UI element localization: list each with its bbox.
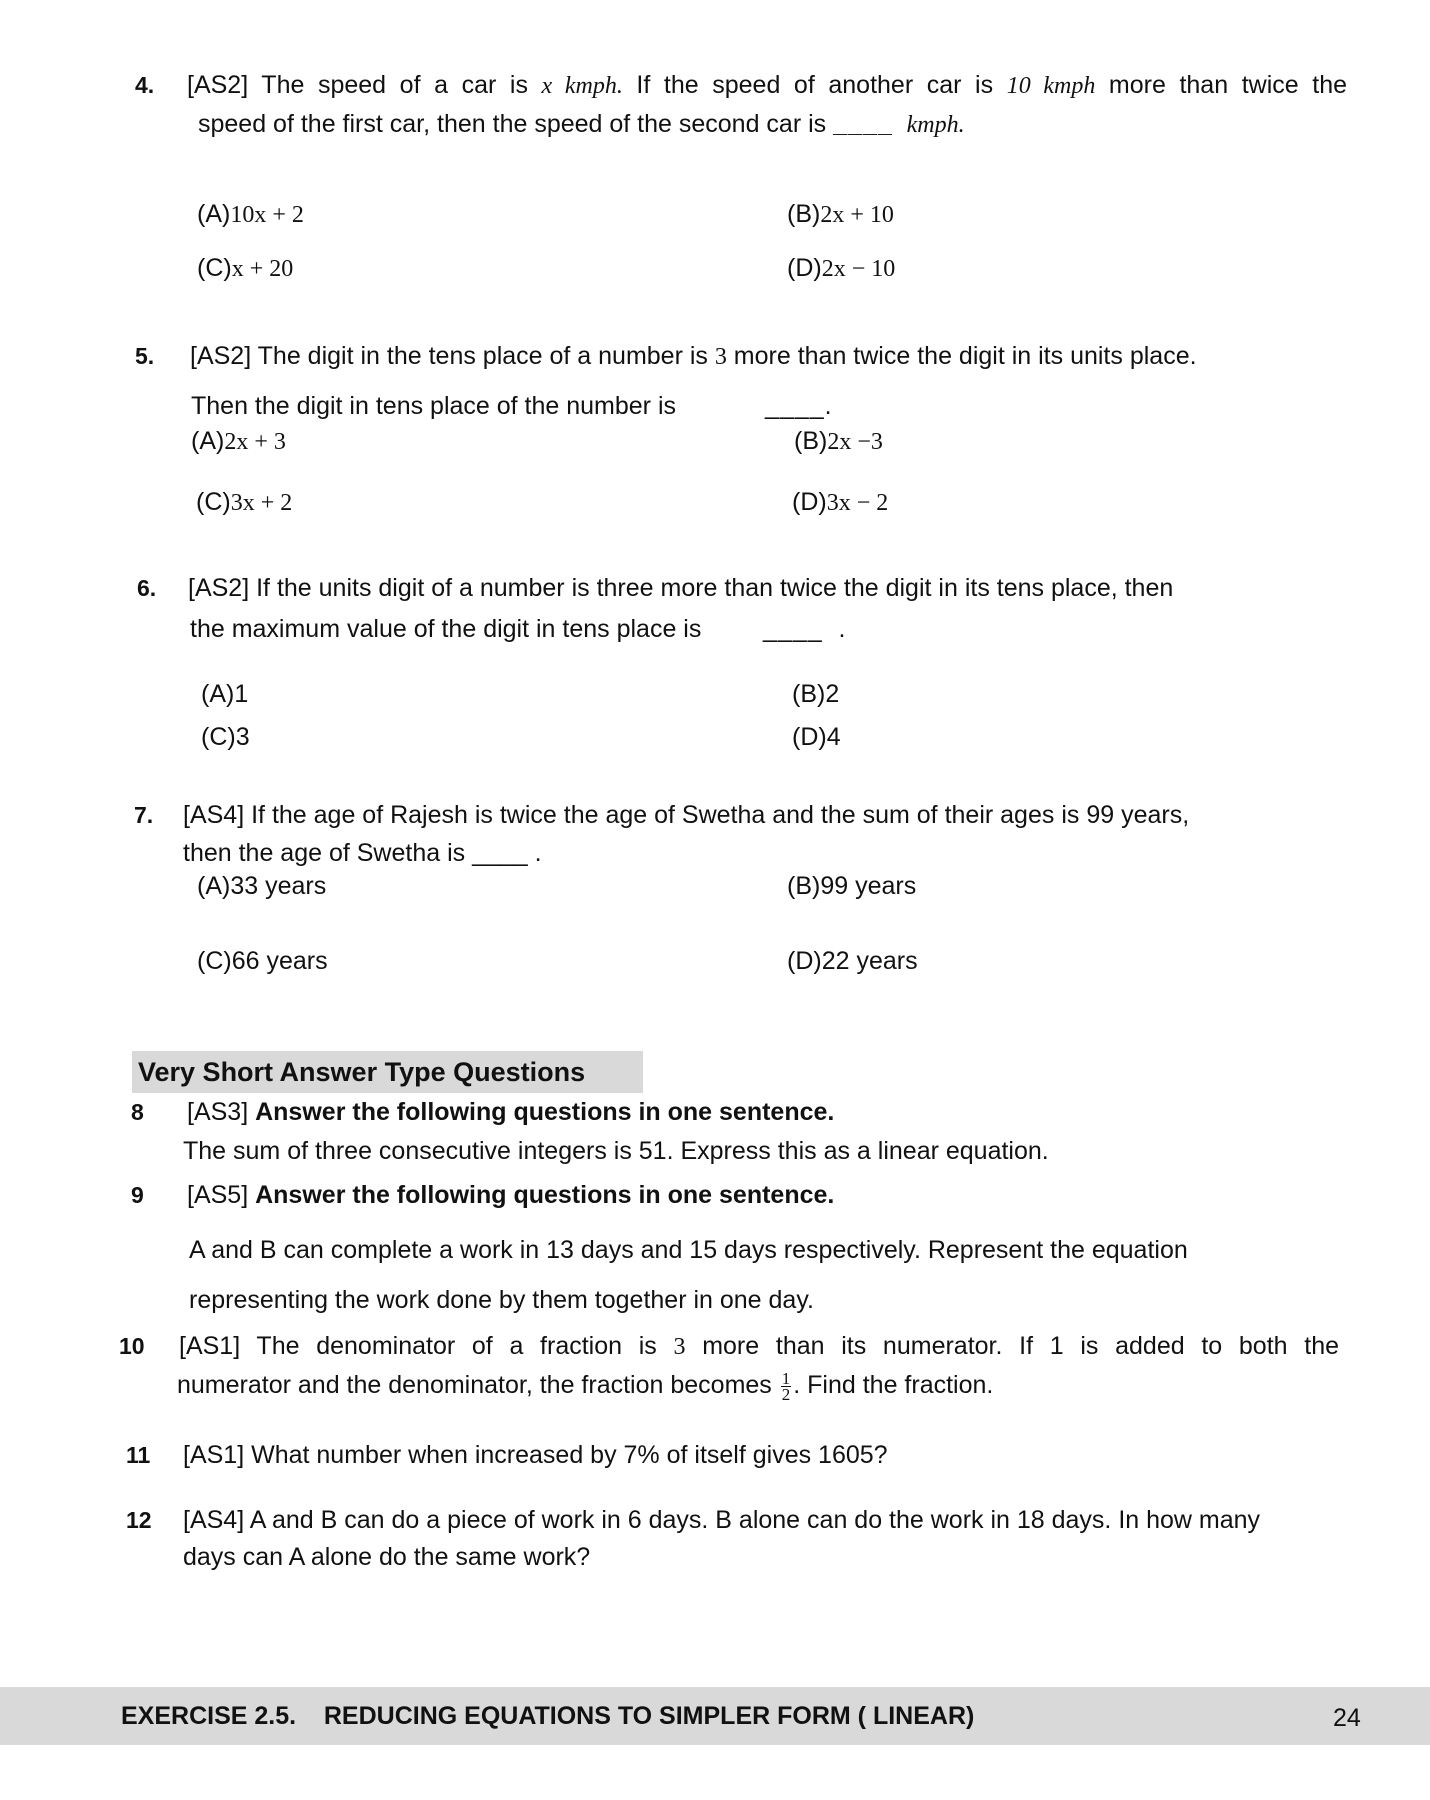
text-segment: What number when increased by 7% of itself gives 1605? <box>251 1441 888 1469</box>
option-value: 2x −3 <box>827 429 883 455</box>
question-text-line <box>188 573 1173 603</box>
option-d[interactable] <box>792 722 841 752</box>
text-segment: speed of the first car, then the speed of the second car is <box>198 110 834 138</box>
math-text: 3 <box>673 1334 686 1360</box>
fraction-numerator: 1 <box>781 1368 791 1388</box>
option-a[interactable] <box>201 679 248 709</box>
answer-blank: ____ <box>833 110 893 138</box>
option-label: (A) <box>191 427 225 455</box>
question-body-line: days can A alone do the same work? <box>183 1543 591 1571</box>
fraction-denominator: 2 <box>781 1384 791 1404</box>
text-segment: . Find the fraction. <box>793 1371 994 1399</box>
question-text-line <box>198 109 965 140</box>
option-label: (C) <box>196 488 231 516</box>
option-b[interactable] <box>787 199 894 230</box>
option-value: x + 20 <box>231 256 294 282</box>
math-expression <box>1007 73 1096 99</box>
text-segment: If the speed of another car is <box>622 71 1007 99</box>
option-label: (B) <box>794 427 828 455</box>
text-segment: the maximum value of the digit in tens place is <box>190 615 702 643</box>
option-value: 33 years <box>230 872 327 900</box>
option-label: (C) <box>197 947 232 975</box>
question-text-line <box>190 614 701 644</box>
option-label: (B) <box>787 200 821 228</box>
option-c[interactable] <box>197 946 328 976</box>
question-number: 8 <box>131 1099 144 1125</box>
option-value: 3 <box>235 723 250 751</box>
math-text: 3 <box>714 344 727 370</box>
text-segment: A and B can do a piece of work in 6 days. B alone can do the work in 18 days. In how many <box>249 1506 1261 1534</box>
text-segment: The denominator of a fraction is <box>256 1332 674 1360</box>
question-body-line: A and B can complete a work in 13 days and 15 days respectively. Represent the equation <box>189 1236 1188 1264</box>
question-text-line <box>183 1505 1260 1535</box>
math-expression <box>542 73 623 99</box>
question-tag: [AS4] <box>183 1506 245 1534</box>
option-d[interactable] <box>787 253 895 284</box>
question-tag: [AS2] <box>190 342 252 370</box>
question-tag: [AS2] <box>188 574 250 602</box>
option-label: (A) <box>201 680 235 708</box>
option-label: (B) <box>792 680 826 708</box>
question-tag: [AS1] <box>179 1332 241 1360</box>
text-segment: The speed of a car is <box>261 71 542 99</box>
option-value: 22 years <box>821 947 918 975</box>
option-c[interactable] <box>196 487 292 518</box>
option-label: (B) <box>787 872 821 900</box>
page-number: 24 <box>1333 1704 1361 1732</box>
question-tag: [AS2] <box>187 71 249 99</box>
option-b[interactable] <box>792 679 839 709</box>
question-number: 4. <box>135 72 155 98</box>
text-segment: numerator and the denominator, the fraction becomes <box>177 1371 779 1399</box>
option-value: 2x + 3 <box>224 429 286 455</box>
question-number: 7. <box>134 802 154 828</box>
question-instruction: Answer the following questions in one sentence. <box>255 1181 835 1209</box>
question-number: 10 <box>119 1333 145 1359</box>
option-label: (A) <box>197 872 231 900</box>
option-label: (D) <box>787 947 822 975</box>
option-value: 2x + 10 <box>820 202 894 228</box>
question-number: 6. <box>137 575 157 601</box>
section-heading: Very Short Answer Type Questions <box>132 1051 643 1093</box>
question-text-line <box>190 341 1197 372</box>
question-text-line <box>183 800 1189 830</box>
option-b[interactable] <box>794 426 883 457</box>
option-c[interactable] <box>197 253 293 284</box>
question-number: 11 <box>126 1442 151 1468</box>
question-text-line <box>187 1097 834 1127</box>
answer-blank: ____ . <box>763 615 847 643</box>
question-tag: [AS3] <box>187 1098 249 1126</box>
option-value: 99 years <box>820 872 917 900</box>
math-text: 10 kmph <box>1006 73 1096 99</box>
question-tag: [AS4] <box>183 801 245 829</box>
text-segment: more than twice the <box>1095 71 1347 99</box>
question-tag: [AS1] <box>183 1441 245 1469</box>
option-c[interactable] <box>201 722 250 752</box>
option-value: 2x − 10 <box>821 256 896 282</box>
question-text-line <box>187 1180 834 1210</box>
text-segment: more than its numerator. If 1 is added to both the <box>685 1332 1340 1360</box>
option-b[interactable] <box>787 871 916 901</box>
option-label: (D) <box>787 254 822 282</box>
text-segment: If the units digit of a number is three more than twice the digit in its tens place, then <box>256 574 1174 602</box>
question-text-line <box>177 1370 993 1402</box>
question-body-line: representing the work done by them together in one day. <box>189 1286 814 1314</box>
option-d[interactable] <box>787 946 918 976</box>
question-text-line <box>187 70 1347 101</box>
option-label: (D) <box>792 488 827 516</box>
option-value: 4 <box>826 723 841 751</box>
option-value: 66 years <box>231 947 328 975</box>
question-text-line <box>183 1440 888 1470</box>
question-text-line <box>191 391 676 421</box>
text-segment: The digit in the tens place of a number is <box>257 342 715 370</box>
math-text: kmph. <box>906 112 965 138</box>
option-a[interactable] <box>191 426 286 457</box>
text-segment: Then the digit in tens place of the number is <box>191 392 677 420</box>
option-value: 2 <box>825 680 840 708</box>
footer-title: EXERCISE 2.5. REDUCING EQUATIONS TO SIMPLER FORM ( LINEAR) <box>121 1702 975 1730</box>
question-text-line <box>179 1331 1339 1362</box>
option-label: (A) <box>197 200 231 228</box>
option-value: 3x − 2 <box>826 490 889 516</box>
question-number: 9 <box>131 1182 144 1208</box>
answer-blank: ____. <box>765 392 833 420</box>
question-instruction: Answer the following questions in one sentence. <box>255 1098 835 1126</box>
question-text-line <box>183 838 542 868</box>
option-a[interactable] <box>197 199 304 230</box>
question-tag: [AS5] <box>187 1181 249 1209</box>
question-number: 5. <box>135 343 155 369</box>
fraction <box>781 1368 792 1404</box>
option-label: (C) <box>201 723 236 751</box>
text-segment: If the age of Rajesh is twice the age of Swetha and the sum of their ages is 99 years, <box>251 801 1190 829</box>
text-segment: more than twice the digit in its units place. <box>726 342 1197 370</box>
question-number: 12 <box>126 1507 152 1533</box>
text-segment: then the age of Swetha is ____ . <box>183 839 542 867</box>
question-body-line: The sum of three consecutive integers is 51. Express this as a linear equation. <box>183 1137 1049 1165</box>
option-value: 3x + 2 <box>230 490 293 516</box>
option-label: (C) <box>197 254 232 282</box>
option-value: 1 <box>234 680 249 708</box>
math-text: x kmph. <box>541 73 623 99</box>
page-footer <box>0 1687 1430 1745</box>
option-a[interactable] <box>197 871 326 901</box>
option-d[interactable] <box>792 487 888 518</box>
option-label: (D) <box>792 723 827 751</box>
option-value: 10x + 2 <box>230 202 304 228</box>
